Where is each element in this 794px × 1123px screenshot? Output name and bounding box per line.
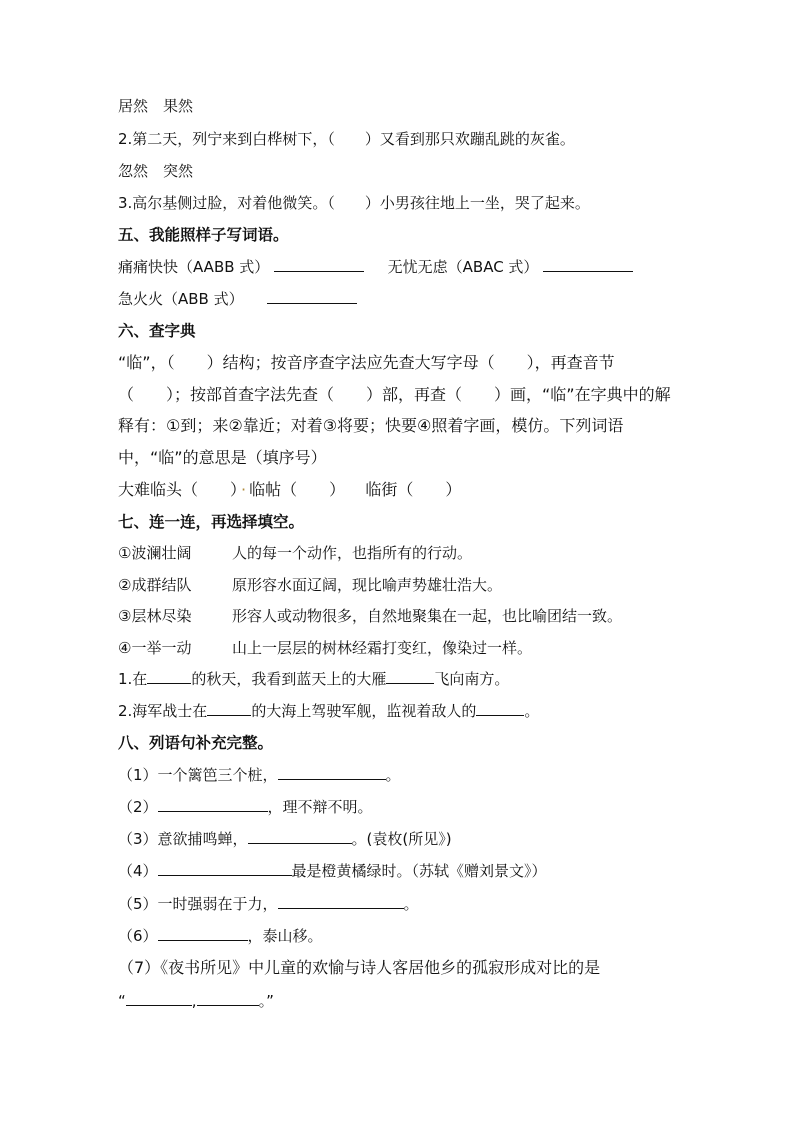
fill-question-7-1 [118,669,509,689]
fill-item-7: （7）《夜书所见》中儿童的欢愉与诗人客居他乡的孤寂形成对比的是 [118,958,601,977]
word-danan-lintou: 大难临头（ ） [118,480,239,499]
answer-blank[interactable] [158,861,292,876]
section-5-row-1 [118,257,633,277]
text: 。 [385,766,401,784]
pattern-abb-label: 急火火（ABB 式） [118,290,244,308]
text: （6） [118,927,158,945]
text: ，泰山移。 [247,927,323,945]
match-word[interactable]: ②成群结队 [118,576,192,594]
pattern-abac-label: 无忧无虑（ABAC 式） [387,258,539,276]
question-4-3: 3.高尔基侧过脸，对着他微笑。（ ）小男孩往地上一坐，哭了起来。 [118,194,590,212]
section-6-line-5: 大难临头（ ） · 临帖（ ） 临街（ ） [118,480,462,499]
text: （5）一时强弱在于力， [118,895,278,913]
match-word[interactable]: ③层林尽染 [118,607,192,625]
answer-blank[interactable] [476,701,524,716]
answer-blank[interactable] [158,926,248,941]
fill-item-3 [118,829,452,849]
section-6-line-3: 释有：①到；来②靠近；对着③将要；快要④照着字画，模仿。下列词语 [118,416,624,435]
options-line-1: 居然 果然 [118,97,194,115]
answer-blank[interactable] [386,669,434,684]
match-row [118,575,502,595]
fill-question-7-2 [118,701,539,721]
section-6-line-4: 中，“临”的意思是（填序号） [118,448,327,467]
answer-blank[interactable] [147,669,191,684]
answer-blank[interactable] [207,701,251,716]
word-linjie: 临街（ ） [365,480,462,499]
answer-blank[interactable] [274,257,364,272]
text: 最是橙黄橘绿时。（苏轼《赠刘景文》） [291,862,547,880]
answer-blank[interactable] [248,829,352,844]
match-word[interactable]: ④一举一动 [118,639,192,657]
match-word[interactable]: ①波澜壮阔 [118,544,192,562]
text: （3）意欲捕鸣蝉， [118,830,248,848]
section-6-line-2: （ ）；按部首查字法先查（ ）部，再查（ ）画，“临”在字典中的解 [118,385,671,404]
text: 的秋天，我看到蓝天上的大雁 [191,670,387,688]
section-8-title: 八、列语句补充完整。 [118,734,274,752]
match-meaning[interactable]: 原形容水面辽阔，现比喻声势雄壮浩大。 [232,576,503,594]
text: 的大海上驾驶军舰，监视着敌人的 [251,702,477,720]
pattern-aabb-label: 痛痛快快（AABB 式） [118,258,270,276]
text: , [191,992,197,1010]
answer-blank[interactable] [267,289,357,304]
match-meaning[interactable]: 山上一层层的树林经霜打变红，像染过一样。 [232,639,533,657]
text: （2） [118,798,158,816]
fill-item-1 [118,765,401,785]
text: 。 [403,895,419,913]
options-line-2: 忽然 突然 [118,162,194,180]
answer-blank[interactable] [126,991,192,1006]
section-6-title: 六、查字典 [118,322,196,340]
fill-item-5 [118,894,419,914]
text: （1）一个篱笆三个桩， [118,766,278,784]
answer-blank[interactable] [278,765,386,780]
text: 。” [258,992,274,1010]
fill-item-7-answer [118,991,274,1011]
match-row [118,638,532,658]
section-5-row-2 [118,289,357,309]
match-row [118,606,622,626]
text: ，理不辩不明。 [267,798,373,816]
section-7-title: 七、连一连，再选择填空。 [118,513,305,531]
answer-blank[interactable] [158,797,268,812]
fill-item-2 [118,797,373,817]
text: （4） [118,862,158,880]
match-meaning[interactable]: 人的每一个动作，也指所有的行动。 [232,544,473,562]
match-row [118,543,472,563]
fill-item-6 [118,926,323,946]
text: 1.在 [118,670,148,688]
text: “ [118,992,126,1010]
answer-blank[interactable] [197,991,259,1006]
section-6-line-1: “临”，（ ）结构；按音序查字法应先查大写字母（ ），再查音节 [118,353,615,372]
text: 飞向南方。 [434,670,510,688]
fill-item-4 [118,861,547,881]
section-5-title: 五、我能照样子写词语。 [118,226,289,244]
answer-blank[interactable] [278,894,404,909]
word-lintie: 临帖（ ） [249,480,346,499]
answer-blank[interactable] [543,257,633,272]
question-4-2: 2.第二天，列宁来到白桦树下，（ ）又看到那只欢蹦乱跳的灰雀。 [118,130,575,148]
match-meaning[interactable]: 形容人或动物很多，自然地聚集在一起，也比喻团结一致。 [232,607,623,625]
text: 。 [524,702,540,720]
text: 。(袁枚(所见》) [351,830,452,848]
text: 2.海军战士在 [118,702,208,720]
